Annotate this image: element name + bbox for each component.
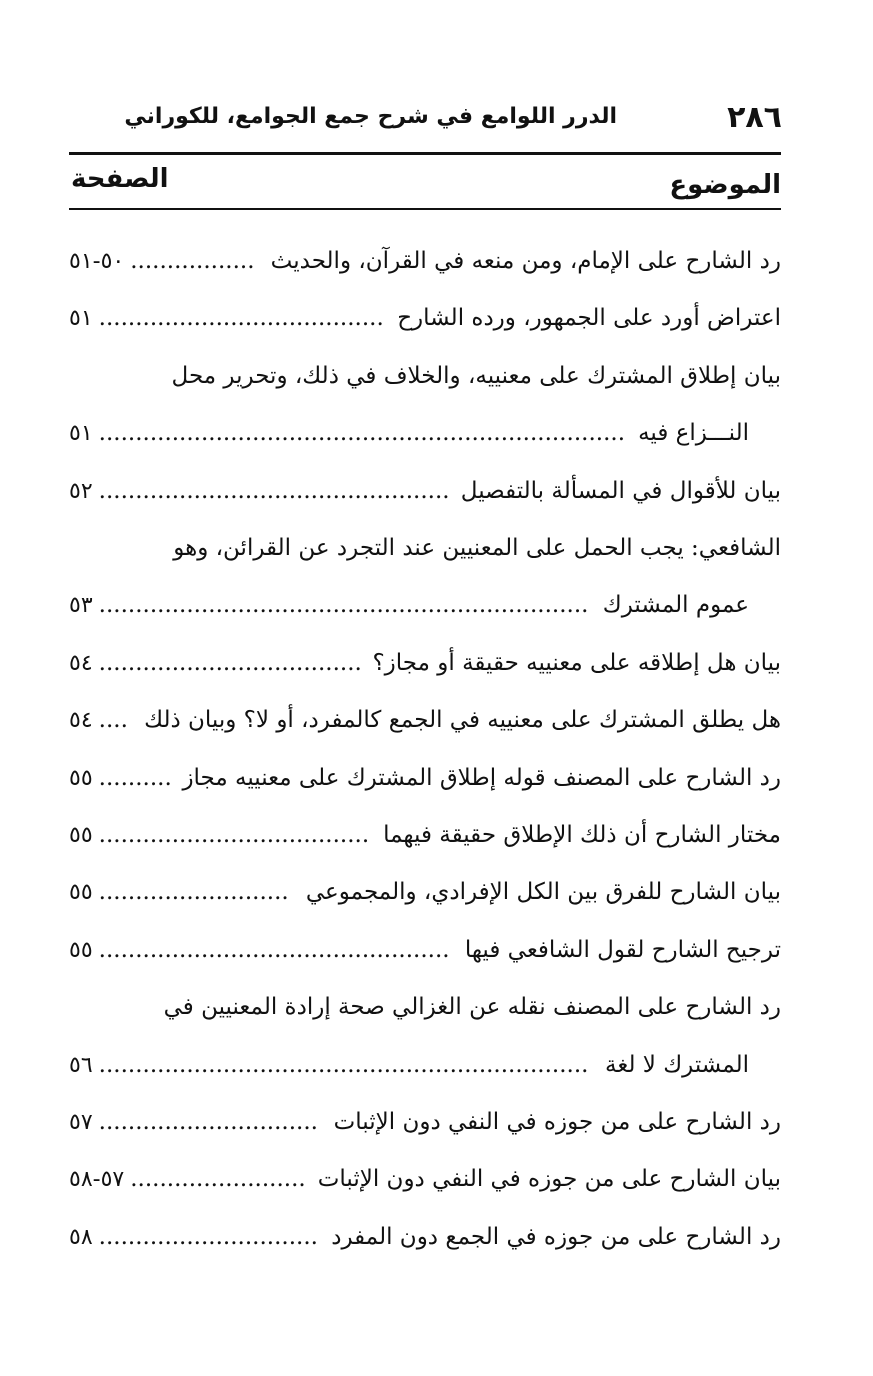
entry-title: رد الشارح على من جوزه في الجمع دون المفرد: [331, 1223, 781, 1250]
list-item: [69, 408, 781, 458]
list-item: [69, 1212, 781, 1262]
list-item: [69, 293, 781, 343]
topic-column-heading: الموضوع: [669, 170, 781, 200]
entry-title: ترجيح الشارح لقول الشافعي فيها: [464, 936, 781, 963]
entry-title: بيان الشارح على من جوزه في النفي دون الإثبات: [317, 1166, 781, 1193]
list-item: [69, 580, 781, 630]
dot-leader: .......................................: [98, 305, 384, 332]
entry-leader: [69, 638, 362, 689]
entry-title: رد الشارح على الإمام، ومن منعه في القرآن، والحديث: [270, 248, 781, 274]
entry-title: هل يطلق المشترك على معنييه في الجمع كالمفرد، أو لا؟ وبيان ذلك: [144, 707, 781, 734]
dot-leader: ..............................: [98, 1223, 318, 1250]
dot-leader: ..........................: [98, 879, 289, 906]
entry-page-number: ٥٠-٥١: [69, 249, 125, 274]
entry-leader: [69, 1212, 318, 1263]
list-item: [69, 1154, 781, 1204]
entry-leader: [69, 580, 588, 631]
entry-leader: [69, 408, 625, 459]
list-item: [69, 236, 781, 286]
list-item: [69, 466, 781, 516]
entry-leader: [69, 810, 369, 861]
column-headings: [69, 164, 781, 208]
entry-page-number: ٥٨: [69, 1224, 93, 1250]
entry-leader: [69, 293, 384, 344]
list-item: [69, 351, 781, 401]
list-item: [69, 1097, 781, 1147]
dot-leader: ..........: [98, 764, 172, 791]
dot-leader: ........................: [130, 1166, 306, 1193]
entry-title: عموم المشترك: [602, 592, 749, 619]
entry-page-number: ٥٧: [69, 1110, 93, 1135]
entry-leader: [69, 466, 450, 517]
entry-title: بيان إطلاق المشترك على معنييه، والخلاف في ذلك، وتحرير محل: [171, 362, 781, 389]
dot-leader: ....................................: [98, 649, 362, 676]
book-title: الدرر اللوامع في شرح جمع الجوامع، للكوراني: [124, 104, 617, 129]
dot-leader: ..............................: [98, 1109, 318, 1135]
dot-leader: ................................................: [98, 936, 450, 963]
list-item: [69, 982, 781, 1032]
entry-title: الشافعي: يجب الحمل على المعنيين عند التجرد عن القرائن، وهو: [173, 535, 781, 561]
entry-title: رد الشارح على من جوزه في النفي دون الإثبات: [333, 1109, 781, 1135]
entry-leader: [69, 1040, 588, 1091]
entry-page-number: ٥٤: [69, 650, 93, 676]
entry-title: رد الشارح على المصنف نقله عن الغزالي صحة إرادة المعنيين في: [163, 994, 781, 1021]
dot-leader: ................................................: [98, 477, 450, 504]
dot-leader: ...................................................................: [98, 1051, 589, 1078]
list-item: [69, 695, 781, 745]
entry-title: النـــزاع فيه: [638, 420, 749, 447]
dot-leader: ....: [98, 707, 128, 734]
entry-title: بيان للأقوال في المسألة بالتفصيل: [460, 477, 781, 504]
entry-page-number: ٥١: [69, 421, 93, 447]
entry-title: المشترك لا لغة: [605, 1051, 749, 1078]
list-item: [69, 523, 781, 573]
list-item: [69, 753, 781, 803]
dot-leader: .................: [130, 248, 255, 274]
list-item: [69, 810, 781, 860]
page-column-heading: الصفحة: [71, 164, 169, 194]
header-rule: [69, 152, 781, 155]
entry-title: رد الشارح على المصنف قوله إطلاق المشترك على معنييه مجاز: [182, 764, 781, 791]
list-item: [69, 638, 781, 688]
entry-leader: [69, 1154, 306, 1205]
entry-leader: [69, 925, 450, 976]
entry-title: مختار الشارح أن ذلك الإطلاق حقيقة فيهما: [383, 822, 781, 848]
entry-title: بيان هل إطلاقه على معنييه حقيقة أو مجاز؟: [372, 649, 781, 676]
entry-leader: [69, 236, 255, 287]
list-item: [69, 867, 781, 917]
dot-leader: ...................................................................: [98, 592, 589, 619]
entry-leader: [69, 867, 289, 918]
entry-title: اعتراض أورد على الجمهور، ورده الشارح: [397, 305, 781, 332]
list-item: [69, 1040, 781, 1090]
entry-page-number: ٥٥: [69, 823, 93, 848]
dot-leader: ........................................................................: [98, 420, 626, 447]
entry-page-number: ٥٣: [69, 593, 93, 619]
entry-page-number: ٥٦: [69, 1052, 93, 1078]
entry-title: بيان الشارح للفرق بين الكل الإفرادي، والمجموعي: [305, 879, 781, 906]
page-number: ٢٨٦: [727, 100, 782, 135]
running-header: [124, 100, 782, 146]
entry-leader: [69, 753, 172, 804]
dot-leader: .....................................: [98, 822, 370, 848]
entry-leader: [69, 695, 128, 746]
entry-page-number: ٥٢: [69, 478, 93, 504]
column-heading-rule: [69, 208, 781, 210]
entry-page-number: ٥٤: [69, 708, 93, 734]
entry-page-number: ٥١: [69, 306, 93, 332]
entry-page-number: ٥٥: [69, 880, 93, 906]
entry-page-number: ٥٥: [69, 765, 93, 791]
entry-leader: [69, 1097, 318, 1148]
list-item: [69, 925, 781, 975]
entry-page-number: ٥٥: [69, 937, 93, 963]
entry-page-number: ٥٧-٥٨: [69, 1167, 125, 1193]
